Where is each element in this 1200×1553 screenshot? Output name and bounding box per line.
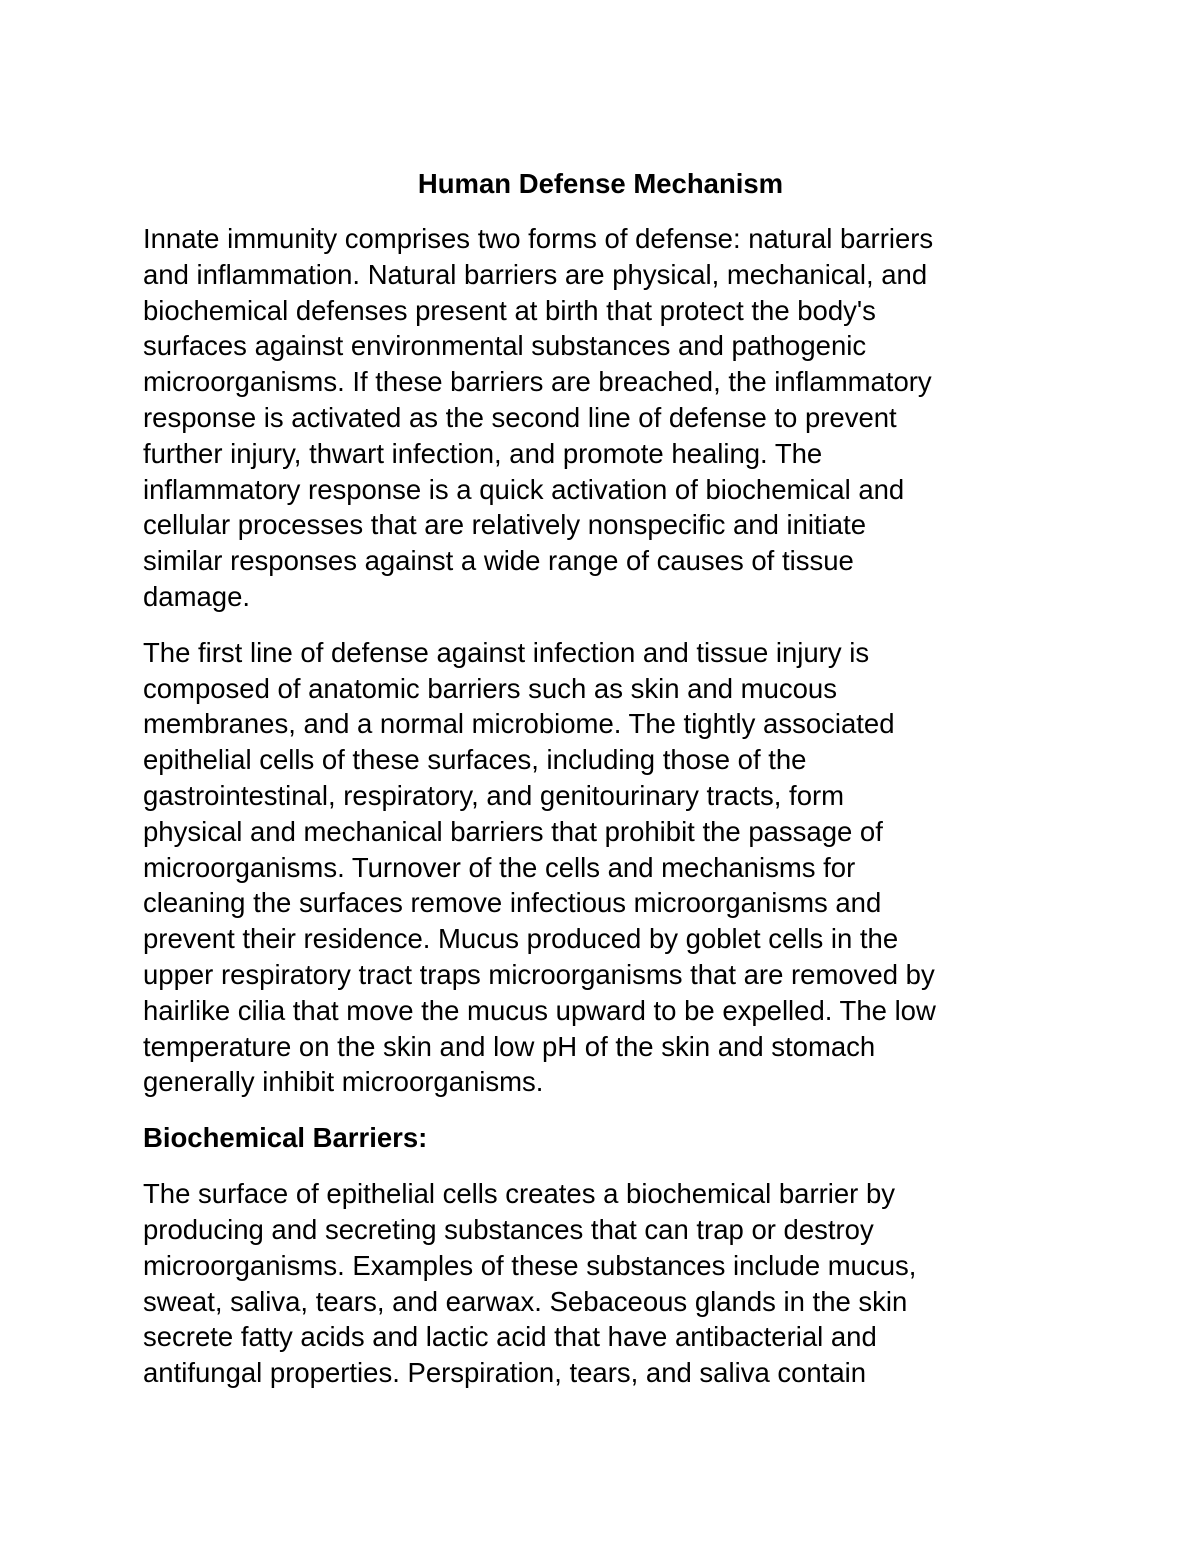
text-line: physical and mechanical barriers that prohibit the passage of — [143, 815, 883, 847]
text-line: The surface of epithelial cells creates a biochemical barrier by — [143, 1178, 896, 1210]
text-line: microorganisms. If these barriers are breached, the inflammatory — [143, 366, 932, 398]
text-line: cleaning the surfaces remove infectious microorganisms and — [143, 887, 882, 919]
text-line: antifungal properties. Perspiration, tears, and saliva contain — [143, 1357, 867, 1389]
text-line: biochemical defenses present at birth that protect the body's — [143, 294, 876, 326]
text-line: temperature on the skin and low pH of the skin and stomach — [143, 1030, 876, 1062]
text-line: inflammatory response is a quick activation of biochemical and — [143, 473, 905, 505]
document-content — [143, 163, 1058, 1411]
text-line: The first line of defense against infection and tissue injury is — [143, 636, 870, 668]
text-line: composed of anatomic barriers such as skin and mucous — [143, 672, 837, 704]
text-line: similar responses against a wide range of causes of tissue — [143, 545, 854, 577]
text-line: generally inhibit microorganisms. — [143, 1066, 544, 1098]
text-line: gastrointestinal, respiratory, and genitourinary tracts, form — [143, 779, 845, 811]
text-line: secrete fatty acids and lactic acid that have antibacterial and — [143, 1321, 877, 1353]
text-line: surfaces against environmental substances and pathogenic — [143, 330, 867, 362]
text-line: sweat, saliva, tears, and earwax. Sebaceous glands in the skin — [143, 1285, 908, 1317]
document-title: Human Defense Mechanism — [417, 168, 784, 199]
text-line: cellular processes that are relatively nonspecific and initiate — [143, 509, 867, 541]
paragraph-innate-immunity — [143, 221, 1058, 615]
text-line: microorganisms. Examples of these substances include mucus, — [143, 1249, 917, 1281]
paragraph-first-line-of-defense — [143, 635, 1058, 1100]
text-line: microorganisms. Turnover of the cells and mechanisms for — [143, 851, 856, 883]
text-line: response is activated as the second line of defense to prevent — [143, 401, 897, 433]
section-heading-biochemical-barriers: Biochemical Barriers: — [143, 1122, 428, 1154]
text-line: further injury, thwart infection, and promote healing. The — [143, 437, 823, 469]
text-line: epithelial cells of these surfaces, including those of the — [143, 744, 807, 776]
text-line: prevent their residence. Mucus produced by goblet cells in the — [143, 923, 899, 955]
paragraph-biochemical-barriers — [143, 1176, 1058, 1391]
text-line: Innate immunity comprises two forms of defense: natural barriers — [143, 223, 934, 254]
text-line: producing and secreting substances that can trap or destroy — [143, 1213, 874, 1245]
text-line: and inflammation. Natural barriers are physical, mechanical, and — [143, 258, 928, 290]
text-line: upper respiratory tract traps microorganisms that are removed by — [143, 958, 935, 990]
text-line: membranes, and a normal microbiome. The tightly associated — [143, 708, 895, 740]
text-line: damage. — [143, 580, 251, 612]
text-line: hairlike cilia that move the mucus upward to be expelled. The low — [143, 994, 936, 1026]
